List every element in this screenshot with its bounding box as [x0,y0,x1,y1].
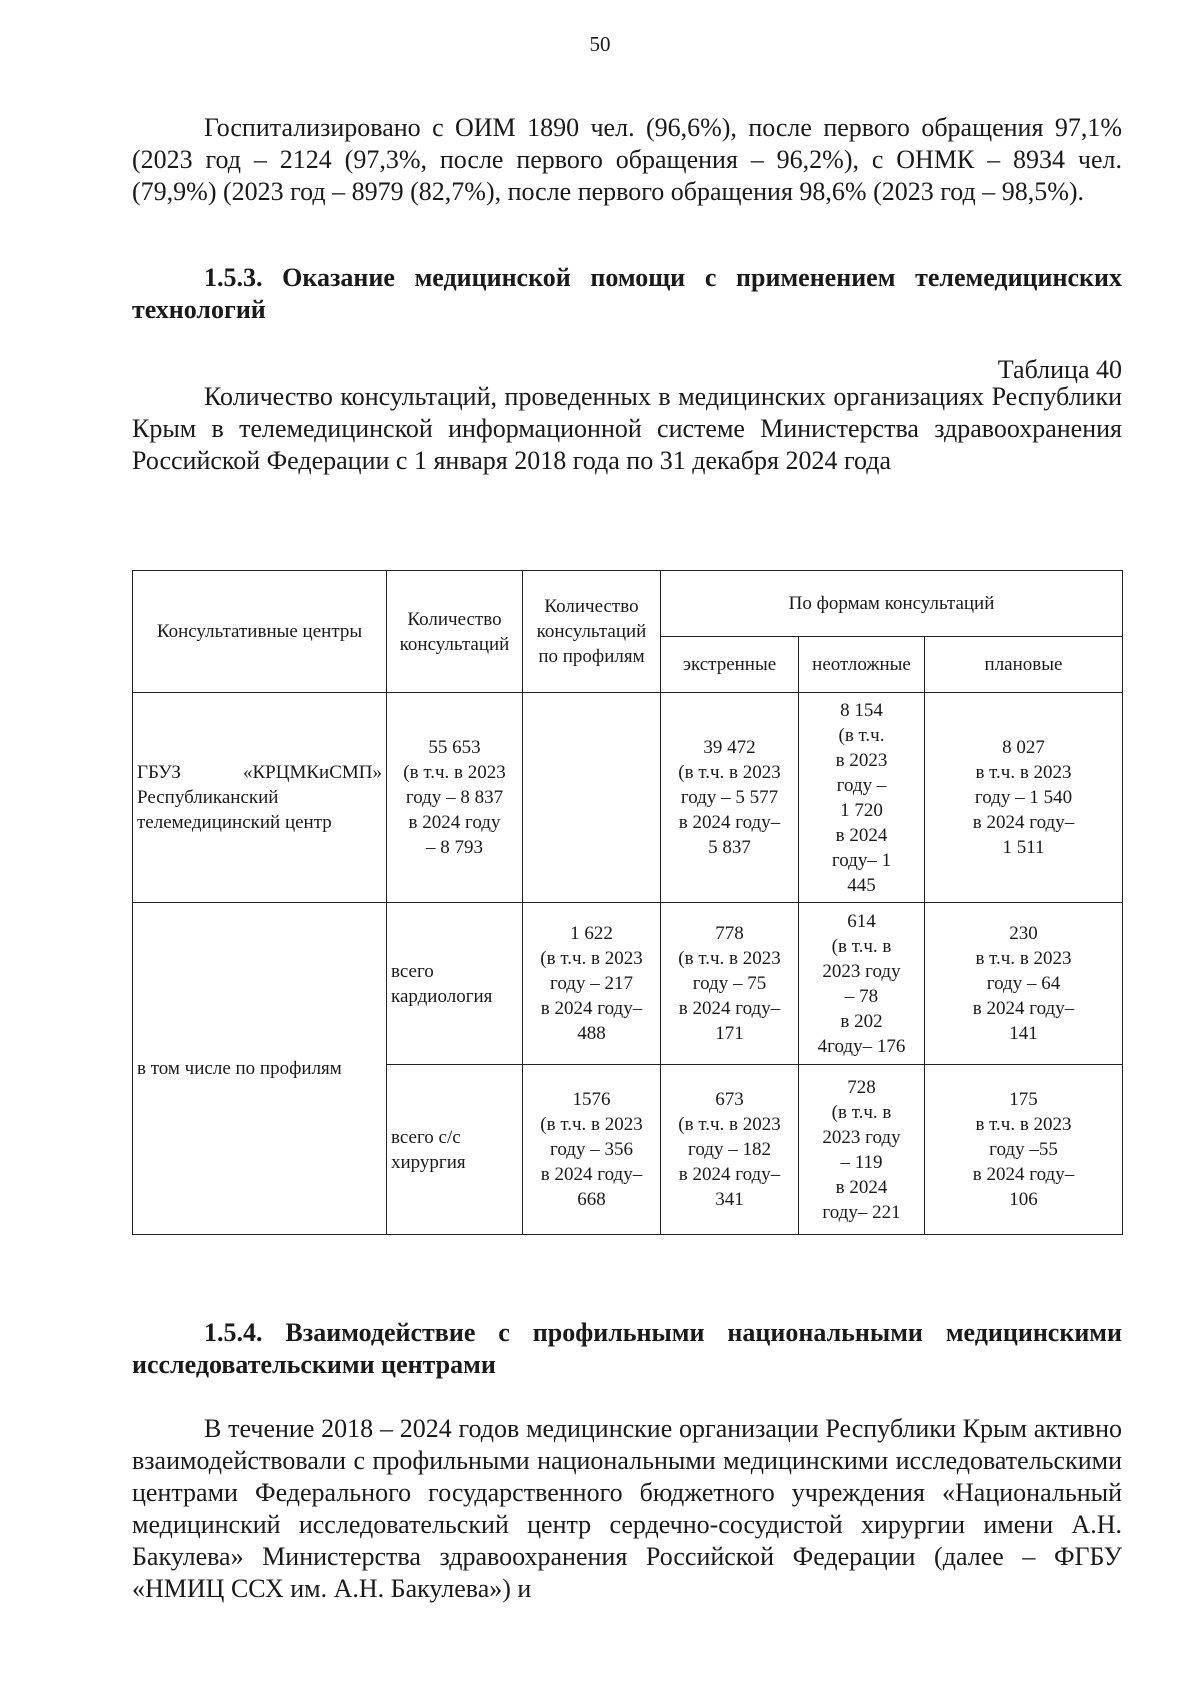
header-urgent: неотложные [799,637,925,693]
emergency-cell: 673 (в т.ч. в 2023 году – 182 в 2024 году– 341 [661,1065,799,1235]
group-label: в том числе по профилям [133,903,387,1235]
table-row [133,693,1123,903]
profile-name: всего кардиология [387,903,523,1065]
section-heading-1-5-3: 1.5.3. Оказание медицинской помощи с применением телемедицинских технологий [132,263,1122,324]
telemedicine-consultations-table [132,570,1123,1235]
count-cell: 55 653 (в т.ч. в 2023 году – 8 837 в 2024 году – 8 793 [387,693,523,903]
table-number: Таблица 40 [997,355,1122,384]
profile-name: всего с/с хирургия [387,1065,523,1235]
emergency-cell: 39 472 (в т.ч. в 2023 году – 5 577 в 2024 году– 5 837 [661,693,799,903]
header-count: Количество консультаций [387,571,523,693]
center-name: ГБУЗ «КРЦМКиСМП» Республиканский телемедицинский центр [133,693,387,903]
urgent-cell: 728 (в т.ч. в 2023 году – 119 в 2024 году– 221 [799,1065,925,1235]
by-profile-cell [523,693,661,903]
header-by-profile: Количество консультаций по профилям [523,571,661,693]
page-number: 50 [589,32,611,56]
by-profile-cell: 1 622 (в т.ч. в 2023 году – 217 в 2024 году– 488 [523,903,661,1065]
header-planned: плановые [925,637,1123,693]
urgent-cell: 8 154 (в т.ч. в 2023 году – 1 720 в 2024 году– 1 445 [799,693,925,903]
planned-cell: 230 в т.ч. в 2023 году – 64 в 2024 году– 141 [925,903,1123,1065]
by-profile-cell: 1576 (в т.ч. в 2023 году – 356 в 2024 году– 668 [523,1065,661,1235]
section-heading-1-5-4: 1.5.4. Взаимодействие с профильными национальными медицинскими исследовательскими центрами [132,1318,1122,1379]
intro-paragraph: Госпитализировано с ОИМ 1890 чел. (96,6%), после первого обращения 97,1% (2023 год – 2124 (97,3%, после первого обращения – 96,2%), с ОНМК – 8934 чел. (79,9%) (2023 год – 8979 (82,7%), после первого обращения 98,6% (2023 год – 98,5%). [132,113,1122,206]
table-row [133,903,1123,1065]
header-by-form: По формам консультаций [661,571,1123,637]
urgent-cell: 614 (в т.ч. в 2023 году – 78 в 202 4году– 176 [799,903,925,1065]
closing-paragraph: В течение 2018 – 2024 годов медицинские организации Республики Крым активно взаимодействовали с профильными национальными медицинскими исследовательскими центрами Федерального государственного бюджетного учреждения «Национальный медицинский исследовательский центр сердечно-сосудистой хирургии имени А.Н. Бакулева» Министерства здравоохранения Российской Федерации (далее – ФГБУ «НМИЦ ССХ им. А.Н. Бакулева») и [132,1414,1122,1603]
planned-cell: 175 в т.ч. в 2023 году –55 в 2024 году– 106 [925,1065,1123,1235]
header-centers: Консультативные центры [133,571,387,693]
emergency-cell: 778 (в т.ч. в 2023 году – 75 в 2024 году– 171 [661,903,799,1065]
planned-cell: 8 027 в т.ч. в 2023 году – 1 540 в 2024 году– 1 511 [925,693,1123,903]
header-emergency: экстренные [661,637,799,693]
table-caption: Количество консультаций, проведенных в медицинских организациях Республики Крым в телемедицинской информационной системе Министерства здравоохранения Российской Федерации с 1 января 2018 года по 31 декабря 2024 года [132,382,1122,475]
